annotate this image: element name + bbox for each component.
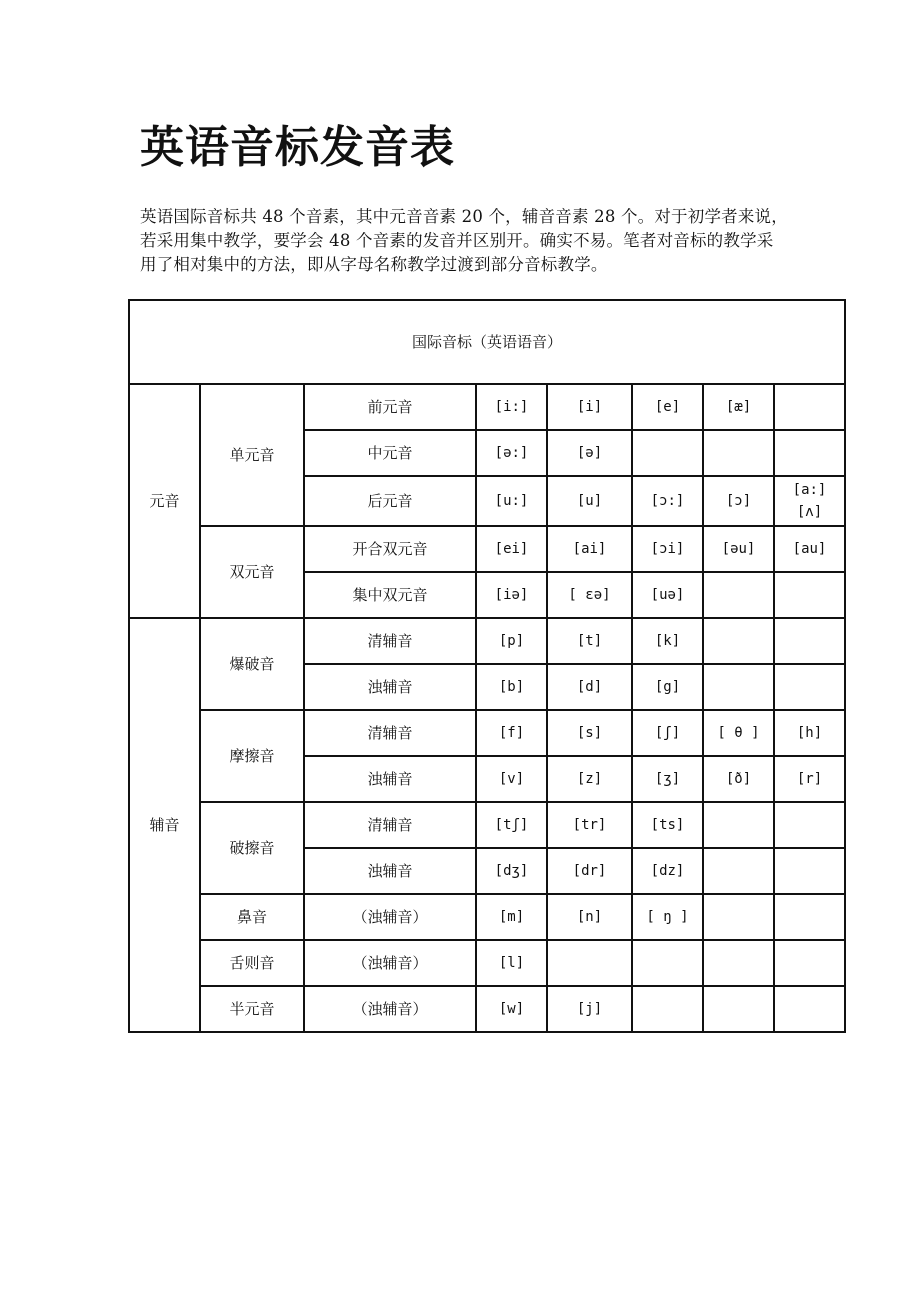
symbol-cell (703, 618, 774, 664)
symbol-cell: [v] (476, 756, 547, 802)
symbol-cell: [b] (476, 664, 547, 710)
table-row (129, 894, 845, 940)
symbol-cell: [dʒ] (476, 848, 547, 894)
group-fricative: 摩擦音 (200, 710, 304, 802)
symbol-cell: [ɔ:] (632, 476, 703, 526)
subgroup-centering-diphthongs: 集中双元音 (304, 572, 476, 618)
symbol-cell: [ts] (632, 802, 703, 848)
group-plosive: 爆破音 (200, 618, 304, 710)
symbol-cell: [n] (547, 894, 632, 940)
symbol-cell: [dz] (632, 848, 703, 894)
symbol-cell: [iə] (476, 572, 547, 618)
symbol-cell: [u:] (476, 476, 547, 526)
subgroup-front-vowels: 前元音 (304, 384, 476, 430)
symbol-cell: [ð] (703, 756, 774, 802)
table-row (129, 986, 845, 1032)
symbol-cell: [u] (547, 476, 632, 526)
symbol-cell (632, 940, 703, 986)
symbol-cell: [w] (476, 986, 547, 1032)
subgroup-voiced: 浊辅音 (304, 756, 476, 802)
symbol-cell: [əu] (703, 526, 774, 572)
table-row (129, 940, 845, 986)
symbol-cell: [ εə] (547, 572, 632, 618)
symbol-line: [a:] (792, 482, 827, 498)
symbol-cell: [ʒ] (632, 756, 703, 802)
symbol-cell (703, 940, 774, 986)
symbol-cell (703, 664, 774, 710)
table-header: 国际音标（英语语音） (129, 300, 845, 384)
symbol-cell: [s] (547, 710, 632, 756)
symbol-cell: [ə] (547, 430, 632, 476)
subgroup-voiced: （浊辅音） (304, 940, 476, 986)
symbol-cell (547, 940, 632, 986)
symbol-cell: [ ŋ ] (632, 894, 703, 940)
symbol-cell: [uə] (632, 572, 703, 618)
symbol-cell: [ai] (547, 526, 632, 572)
symbol-line: [ʌ] (796, 504, 823, 520)
symbol-cell: [dr] (547, 848, 632, 894)
symbol-cell: [j] (547, 986, 632, 1032)
ipa-chart-table (128, 299, 846, 1033)
symbol-cell: [p] (476, 618, 547, 664)
subgroup-back-vowels: 后元音 (304, 476, 476, 526)
symbol-cell (703, 986, 774, 1032)
symbol-cell: [ɔi] (632, 526, 703, 572)
table-row (129, 710, 845, 756)
subgroup-voiced: 浊辅音 (304, 664, 476, 710)
symbol-cell: [e] (632, 384, 703, 430)
group-semivowel: 半元音 (200, 986, 304, 1032)
symbol-cell: [l] (476, 940, 547, 986)
category-consonants: 辅音 (129, 618, 200, 1032)
symbol-cell: [tʃ] (476, 802, 547, 848)
group-lateral: 舌则音 (200, 940, 304, 986)
subgroup-voiced: 浊辅音 (304, 848, 476, 894)
symbol-cell: [i] (547, 384, 632, 430)
group-nasal: 鼻音 (200, 894, 304, 940)
symbol-cell: [f] (476, 710, 547, 756)
symbol-cell: [h] (774, 710, 845, 756)
symbol-cell: [g] (632, 664, 703, 710)
group-affricate: 破擦音 (200, 802, 304, 894)
subgroup-central-vowels: 中元音 (304, 430, 476, 476)
symbol-cell (774, 384, 845, 430)
symbol-cell (774, 848, 845, 894)
symbol-cell: [z] (547, 756, 632, 802)
subgroup-voiceless: 清辅音 (304, 802, 476, 848)
symbol-cell: [m] (476, 894, 547, 940)
symbol-cell: [ɔ] (703, 476, 774, 526)
subgroup-voiced: （浊辅音） (304, 986, 476, 1032)
symbol-cell (703, 802, 774, 848)
subgroup-voiceless: 清辅音 (304, 710, 476, 756)
symbol-cell: [ θ ] (703, 710, 774, 756)
symbol-cell: [ə:] (476, 430, 547, 476)
table-header-row (129, 300, 845, 384)
symbol-cell: [r] (774, 756, 845, 802)
subgroup-voiced: （浊辅音） (304, 894, 476, 940)
symbol-cell (774, 618, 845, 664)
symbol-cell (774, 986, 845, 1032)
symbol-cell: [tr] (547, 802, 632, 848)
symbol-cell: [ei] (476, 526, 547, 572)
symbol-cell (774, 430, 845, 476)
symbol-cell (774, 802, 845, 848)
symbol-cell (703, 848, 774, 894)
symbol-cell: [t] (547, 618, 632, 664)
symbol-cell (774, 894, 845, 940)
symbol-cell: [k] (632, 618, 703, 664)
symbol-cell (703, 430, 774, 476)
symbol-cell: [ʃ] (632, 710, 703, 756)
symbol-cell (774, 940, 845, 986)
symbol-cell (774, 572, 845, 618)
symbol-cell-stacked (774, 476, 845, 526)
symbol-cell (703, 572, 774, 618)
symbol-cell (703, 894, 774, 940)
symbol-cell: [d] (547, 664, 632, 710)
symbol-cell (774, 664, 845, 710)
table-row (129, 618, 845, 664)
table-row (129, 802, 845, 848)
subgroup-voiceless: 清辅音 (304, 618, 476, 664)
symbol-cell: [au] (774, 526, 845, 572)
group-diphthong: 双元音 (200, 526, 304, 618)
category-vowels: 元音 (129, 384, 200, 618)
intro-paragraph: 英语国际音标共 48 个音素，其中元音音素 20 个，辅音音素 28 个。对于初学者来说，若采用集中教学，要学会 48 个音素的发音并区别开。确实不易。笔者对音标的教学采用了相对集中的方法，即从字母名称教学过渡到部分音标教学。 (140, 207, 788, 274)
table-row (129, 384, 845, 430)
symbol-cell: [i:] (476, 384, 547, 430)
subgroup-closing-diphthongs: 开合双元音 (304, 526, 476, 572)
symbol-cell (632, 986, 703, 1032)
table-row (129, 526, 845, 572)
page-title: 英语音标发音表 (140, 122, 455, 173)
symbol-cell: [æ] (703, 384, 774, 430)
symbol-cell (632, 430, 703, 476)
group-monophthong: 单元音 (200, 384, 304, 526)
